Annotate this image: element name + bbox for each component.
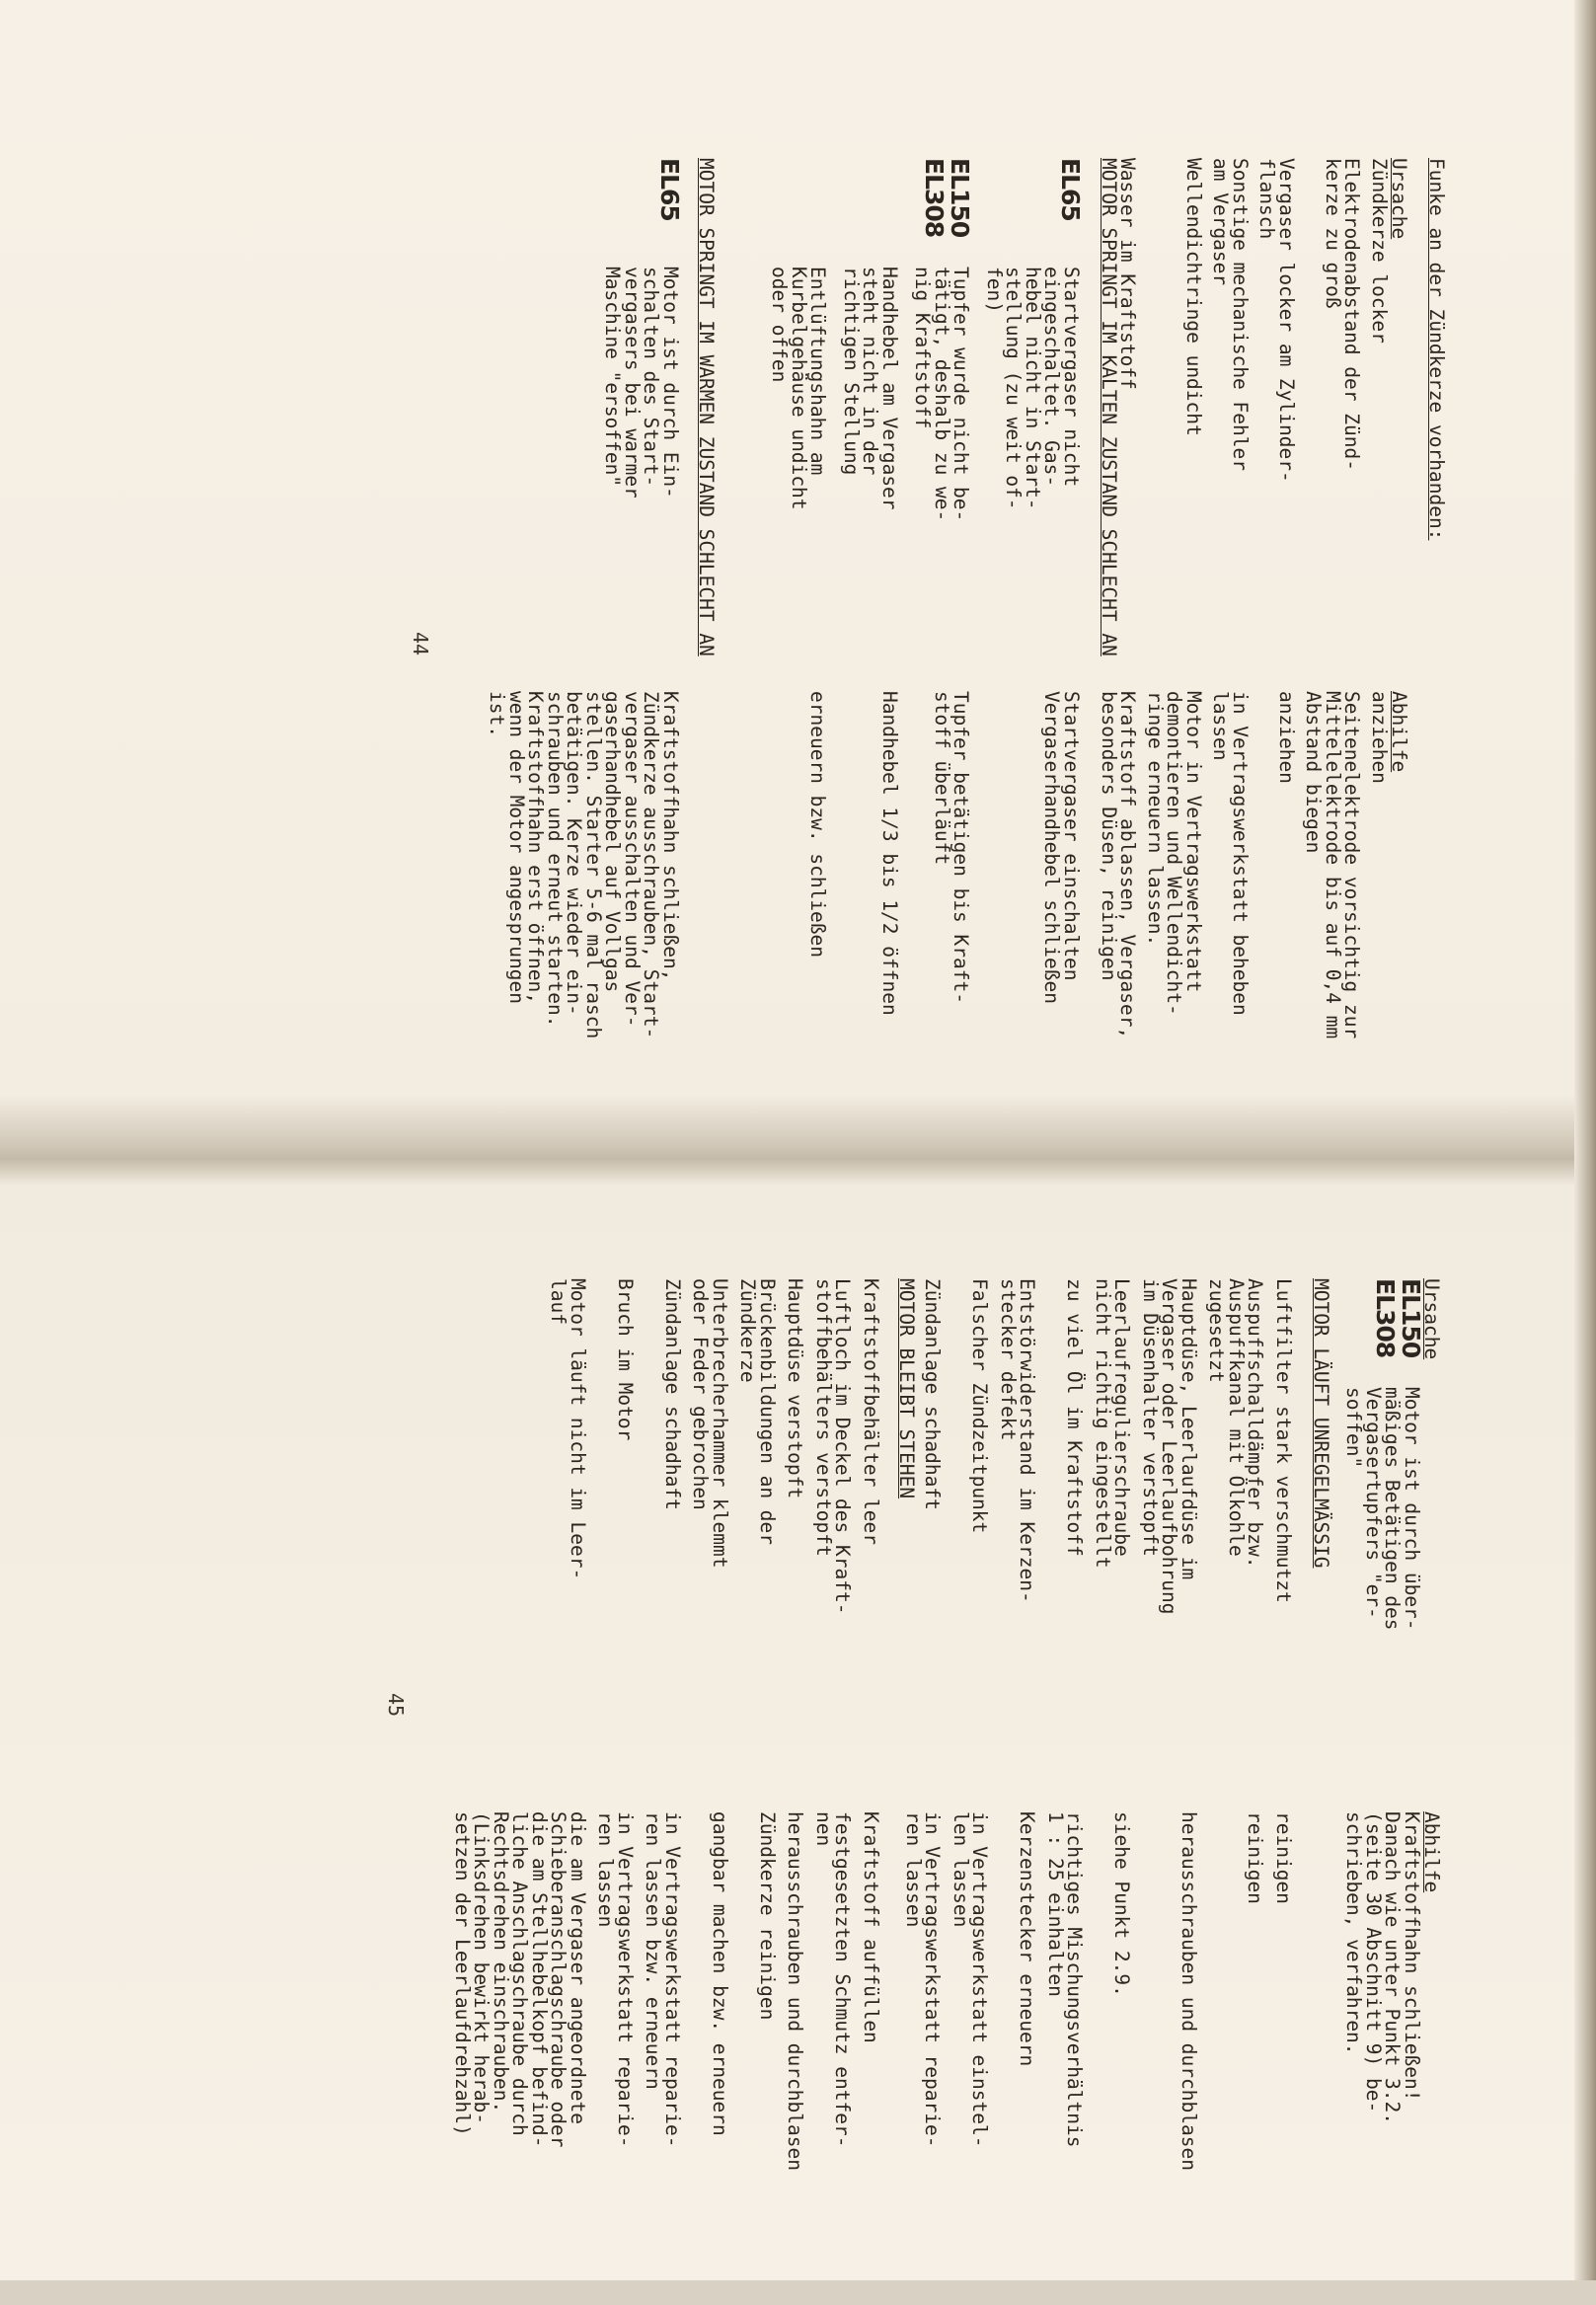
page-edge [1574, 0, 1596, 2280]
fix-cell-line: in Vertragswerkstatt beheben [1229, 691, 1252, 1016]
fix-cell [1277, 691, 1297, 1185]
fix-cell-line: in Vertragswerkstatt reparie- [614, 1811, 637, 2148]
cause-cell-line: soffen" [1342, 1387, 1366, 1469]
section-title: MOTOR SPRINGT IM KALTEN ZUSTAND SCHLECHT AN [1098, 158, 1120, 656]
model-label-line: EL65 [1056, 158, 1085, 221]
fix-cell-line: Kraftstoffhahn erst öffnen, [524, 691, 548, 1004]
fix-cell [1046, 1811, 1085, 2305]
cause-cell-line: richtigen Stellung [840, 267, 863, 476]
cause-cell-line: fen) [983, 267, 1006, 313]
cause-cell [814, 1278, 853, 1811]
cause-cell-line: Zündanlage schadhaft [921, 1278, 945, 1510]
column-header-fix: Abhilfe [1420, 1811, 1443, 1893]
cause-cell-line: Auspuffkanal mit Ölkohle [1225, 1278, 1248, 1557]
fix-cell-line: vergaser ausschalten und Ver- [621, 691, 644, 1028]
fix-cell [1370, 691, 1390, 1185]
model-label-line: EL150 [1397, 1278, 1425, 1358]
fix-cell-line: nen [812, 1811, 835, 1847]
cause-cell-line: Motor ist durch über- [1401, 1387, 1423, 1631]
cause-cell-line: Zündanlage schadhaft [661, 1278, 684, 1510]
column-header-fix: Abhilfe [1388, 691, 1410, 773]
fix-cell-line: siehe Punkt 2.9. [1110, 1811, 1134, 1997]
fix-cell [933, 691, 971, 1185]
fix-cell-line: liche Anschlagschraube durch [508, 1811, 532, 2136]
column-header-cause: Ursache [1420, 1278, 1443, 1360]
fix-cell-line: ringe erneuern lassen. [1144, 691, 1167, 947]
cause-cell-line: Unterbrecherhammer klemmt [709, 1278, 731, 1569]
fix-cell-line: len lassen [950, 1811, 972, 1928]
cause-cell [1065, 1278, 1085, 1811]
cause-cell [786, 1278, 805, 1811]
cause-cell-line: zugesetzt [1205, 1278, 1229, 1383]
cause-cell [770, 267, 828, 691]
section-title: MOTOR BLEIBT STEHEN [895, 1278, 918, 1499]
fix-cell-line: anziehen [1275, 691, 1298, 784]
fix-cell-line: Kraftstoffhahn schließen! [1401, 1811, 1423, 2102]
fix-cell [808, 691, 828, 1185]
cause-cell-line: vergasers bei warmer [621, 267, 644, 499]
fix-cell-line: gangbar machen bzw. erneuern [709, 1811, 731, 2136]
fix-cell [1100, 691, 1138, 1185]
fix-cell-line: gaserhandhebel auf Vollgas [601, 691, 625, 993]
fix-cell [862, 1811, 881, 2305]
cause-cell-line: Motor ist durch Ein- [659, 267, 682, 499]
cause-cell-line: Vergaser locker am Zylinder- [1275, 158, 1298, 483]
page-number: 44 [409, 632, 432, 656]
cause-cell-line: hebel nicht in Start- [1022, 267, 1044, 510]
cause-cell-line: am Vergaser [1209, 158, 1233, 286]
model-label-line: EL308 [920, 158, 950, 238]
fix-cell-line: in Vertragswerkstatt einstel- [968, 1811, 992, 2148]
cause-cell-line: oder offen [768, 267, 792, 383]
fix-cell [1146, 691, 1204, 1185]
fix-cell-line: ren lassen [902, 1811, 925, 1928]
fix-cell-line: Kerzenstecker erneuern [1016, 1811, 1039, 2067]
fix-cell [1304, 691, 1362, 1185]
fix-cell-line: richtiges Mischungsverhältnis [1063, 1811, 1087, 2148]
cause-cell [923, 1278, 943, 1811]
cause-cell-line: im Düsenhalter verstopft [1139, 1278, 1162, 1557]
cause-cell-line: mäßiges Betätigen des [1381, 1387, 1405, 1631]
cause-cell-line: Hauptdüse verstopft [784, 1278, 807, 1499]
cause-cell-line: Brückenbildungen an der [756, 1278, 779, 1546]
fix-cell-line: Zündkerze ausschrauben, Start- [640, 691, 663, 1039]
cause-cell [1370, 158, 1390, 691]
cause-cell [842, 267, 900, 691]
page-45 [385, 1278, 1441, 2226]
fix-cell [1344, 1811, 1421, 2305]
cause-cell-line: Auspuffschalldämpfer bzw. [1244, 1278, 1267, 1569]
cause-cell-line: stellung (zu weit of- [1002, 267, 1026, 510]
page-number: 45 [384, 1693, 408, 1718]
cause-cell-line: Kurbelgehäuse undicht [788, 267, 810, 510]
fix-cell-line: demontieren und Wellendicht- [1163, 691, 1186, 1016]
fix-cell [644, 1811, 682, 2305]
cause-cell-line: lauf [547, 1278, 570, 1325]
fix-cell-line: Kraftstoff ablassen, Vergaser, [1116, 691, 1140, 1039]
cause-cell-line: Zündkerze [736, 1278, 760, 1383]
model-label-line: EL308 [1371, 1278, 1400, 1358]
fix-cell-line: Abstand biegen [1302, 691, 1326, 854]
cause-cell [862, 1278, 881, 1811]
cause-cell-line: tätigt, deshalb zu we- [931, 267, 953, 522]
cause-cell [738, 1278, 777, 1811]
fix-cell [1018, 1811, 1037, 2305]
model-label-line: EL150 [946, 158, 975, 238]
cause-cell-line: flansch [1255, 158, 1279, 240]
cause-cell-line: Wellendichtringe undicht [1182, 158, 1205, 436]
cause-cell-line: Falscher Zündzeitpunkt [968, 1278, 992, 1534]
cause-cell-line: zu viel Öl im Kraftstoff [1063, 1278, 1087, 1557]
cause-cell-line: Vergasertupfers "er- [1362, 1387, 1385, 1619]
section-title: MOTOR SPRINGT IM WARMEN ZUSTAND SCHLECHT AN [695, 158, 718, 656]
cause-cell [1141, 1278, 1199, 1811]
fix-cell-line: Seitenelektrode vorsichtig zur [1340, 691, 1364, 1039]
fix-cell-line: stellen. Starter 5-6 mal rasch [582, 691, 605, 1039]
fix-cell [814, 1811, 853, 2305]
cause-cell [913, 267, 971, 691]
fix-cell-line: ist. [486, 691, 509, 737]
fix-cell-line: 1 : 25 einhalten [1044, 1811, 1067, 1997]
cause-cell-line: Luftfilter stark verschmutzt [1272, 1278, 1295, 1603]
fix-cell [488, 691, 680, 1185]
cause-cell [985, 267, 1082, 691]
fix-cell [453, 1811, 588, 2305]
fix-cell-line: Motor in Vertragswerkstatt [1182, 691, 1205, 993]
fix-cell-line: erneuern bzw. schließen [806, 691, 830, 959]
cause-cell-line: steht nicht in der [859, 267, 882, 476]
fix-cell [786, 1811, 805, 2305]
column-header-cause: Ursache [1388, 158, 1410, 240]
fix-cell-line: Zündkerze reinigen [756, 1811, 779, 2021]
cause-cell [1207, 1278, 1265, 1811]
fix-cell-line: Kraftstoffhahn schließen, [659, 691, 682, 981]
page-title: Funke an der Zündkerze vorhanden: [1425, 158, 1448, 541]
section-title: MOTOR LÄUFT UNREGELMÄSSIG [1310, 1278, 1332, 1569]
cause-cell-line: Luftloch im Deckel des Kraft- [831, 1278, 855, 1615]
fix-cell-line: reinigen [1244, 1811, 1267, 1904]
fix-cell-line: Tupfer betätigen bis Kraft- [950, 691, 973, 1004]
fix-cell-line: Rechtsdrehen einschrauben. [490, 1811, 512, 2113]
model-label [1057, 158, 1083, 221]
fix-cell [880, 691, 900, 1185]
cause-cell-line: nig Kraftstoff [911, 267, 935, 429]
fix-cell-line: (Linksdrehen bewirkt herab- [470, 1811, 494, 2124]
cause-cell-line: Entstörwiderstand im Kerzen- [1016, 1278, 1039, 1603]
fix-cell [711, 1811, 730, 2305]
cause-cell [970, 1278, 990, 1811]
fix-cell [1112, 1811, 1132, 2305]
fix-cell-line: Vergaserhandhebel schließen [1040, 691, 1064, 1004]
cause-cell-line: Sonstige mechanische Fehler [1229, 158, 1252, 471]
fix-cell-line: stoff überläuft [931, 691, 953, 866]
fix-cell-line: Mittelelektrode bis auf 0,4 mm [1322, 691, 1344, 1039]
fix-cell [1179, 1811, 1199, 2305]
cause-cell [603, 267, 680, 691]
fix-cell [1211, 691, 1250, 1185]
fix-cell-line: anziehen [1368, 691, 1391, 784]
fix-cell-line: die am Stellhebelkopf befind- [528, 1811, 551, 2148]
fix-cell-line: Danach wie unter Punkt 3.2. [1381, 1811, 1405, 2124]
cause-cell [691, 1278, 729, 1811]
fix-cell [596, 1811, 635, 2305]
cause-cell-line: Tupfer wurde nicht be- [950, 267, 973, 522]
cause-cell [999, 1278, 1037, 1811]
cause-cell [1274, 1278, 1294, 1811]
page-44 [380, 158, 1446, 1145]
fix-cell [904, 1811, 943, 2305]
fix-cell-line: in Vertragswerkstatt reparie- [661, 1811, 684, 2148]
cause-cell-line: Hauptdüse, Leerlaufdüse im [1178, 1278, 1200, 1580]
model-label [1372, 1278, 1423, 1357]
fix-cell-line: festgesetzten Schmutz entfer- [831, 1811, 855, 2148]
fix-cell [951, 1811, 990, 2305]
cause-cell-line: Bruch im Motor [614, 1278, 637, 1441]
model-label [656, 158, 682, 221]
cause-cell-line: stoffbehälters verstopft [812, 1278, 835, 1557]
cause-cell-line: Motor läuft nicht im Leer- [567, 1278, 589, 1580]
fix-cell-line: lassen [1209, 691, 1233, 761]
fix-cell-line: schrauben und erneut starten. [544, 691, 567, 1028]
fix-cell-line: besonders Düsen, reinigen [1098, 691, 1120, 981]
fix-cell-line: schrieben, verfahren. [1342, 1811, 1366, 2055]
cause-cell-line: Entlüftungshahn am [806, 267, 830, 476]
fix-cell-line: die am Vergaser angeordnete [567, 1811, 589, 2124]
fix-cell-line: ren lassen bzw. erneuern [642, 1811, 665, 2090]
fix-cell-line: setzen der Leerlaufdrehzahl) [451, 1811, 474, 2136]
model-label-line: EL65 [655, 158, 684, 221]
cause-cell [1324, 158, 1362, 691]
fix-cell-line: (seite 30 Abschnitt 9) be- [1362, 1811, 1385, 2113]
cause-cell-line: Maschine "ersoffen" [601, 267, 625, 488]
cause-cell [1094, 1278, 1132, 1811]
fix-cell-line: herausschrauben und durchblasen [784, 1811, 807, 2171]
cause-cell-line: Zündkerze locker [1368, 158, 1391, 344]
cause-cell-line: nicht richtig eingestellt [1092, 1278, 1114, 1569]
cause-cell-line: eingeschaltet. Gas- [1040, 267, 1064, 488]
fix-cell [1246, 1811, 1265, 2305]
cause-cell [1211, 158, 1250, 691]
fix-cell-line: betätigen. Kerze wieder ein- [563, 691, 586, 1016]
cause-cell [549, 1278, 587, 1811]
cause-cell-line: Leerlaufregulierschraube [1110, 1278, 1134, 1557]
cause-cell [1118, 158, 1138, 691]
cause-cell-line: schalten des Start- [640, 267, 663, 488]
fix-cell-line: ren lassen [594, 1811, 618, 1928]
cause-cell-line: Vergaser oder Leerlaufbohrung [1158, 1278, 1181, 1615]
fix-cell-line: Handhebel 1/3 bis 1/2 öffnen [878, 691, 901, 1016]
cause-cell-line: Wasser im Kraftstoff [1116, 158, 1140, 390]
cause-cell-line: Startvergaser nicht [1060, 267, 1083, 488]
fix-cell-line: wenn der Motor angesprungen [505, 691, 528, 1004]
fix-cell [1042, 691, 1081, 1185]
fix-cell-line: in Vertragswerkstatt reparie- [921, 1811, 945, 2148]
cause-cell [663, 1278, 683, 1811]
fix-cell [1274, 1811, 1294, 2305]
fix-cell-line: Schieberanschlagschraube oder [547, 1811, 570, 2148]
fix-cell-line: Kraftstoff auffüllen [860, 1811, 882, 2043]
cause-cell-line: stecker defekt [997, 1278, 1020, 1441]
cause-cell-line: Kraftstoffbehälter leer [860, 1278, 882, 1546]
cause-cell-line: Handhebel am Vergaser [878, 267, 901, 510]
fix-cell-line: Startvergaser einschalten [1060, 691, 1083, 981]
cause-cell [1344, 1387, 1421, 1811]
cause-cell-line: kerze zu groß [1322, 158, 1344, 309]
cause-cell [1184, 158, 1204, 691]
cause-cell-line: oder Feder gebrochen [689, 1278, 713, 1510]
cause-cell-line: Elektrodenabstand der Zünd- [1340, 158, 1364, 471]
fix-cell-line: herausschrauben und durchblasen [1178, 1811, 1200, 2171]
cause-cell [1257, 158, 1296, 691]
fix-cell [758, 1811, 778, 2305]
fix-cell-line: reinigen [1272, 1811, 1295, 1904]
cause-cell [616, 1278, 636, 1811]
model-label [922, 158, 973, 237]
